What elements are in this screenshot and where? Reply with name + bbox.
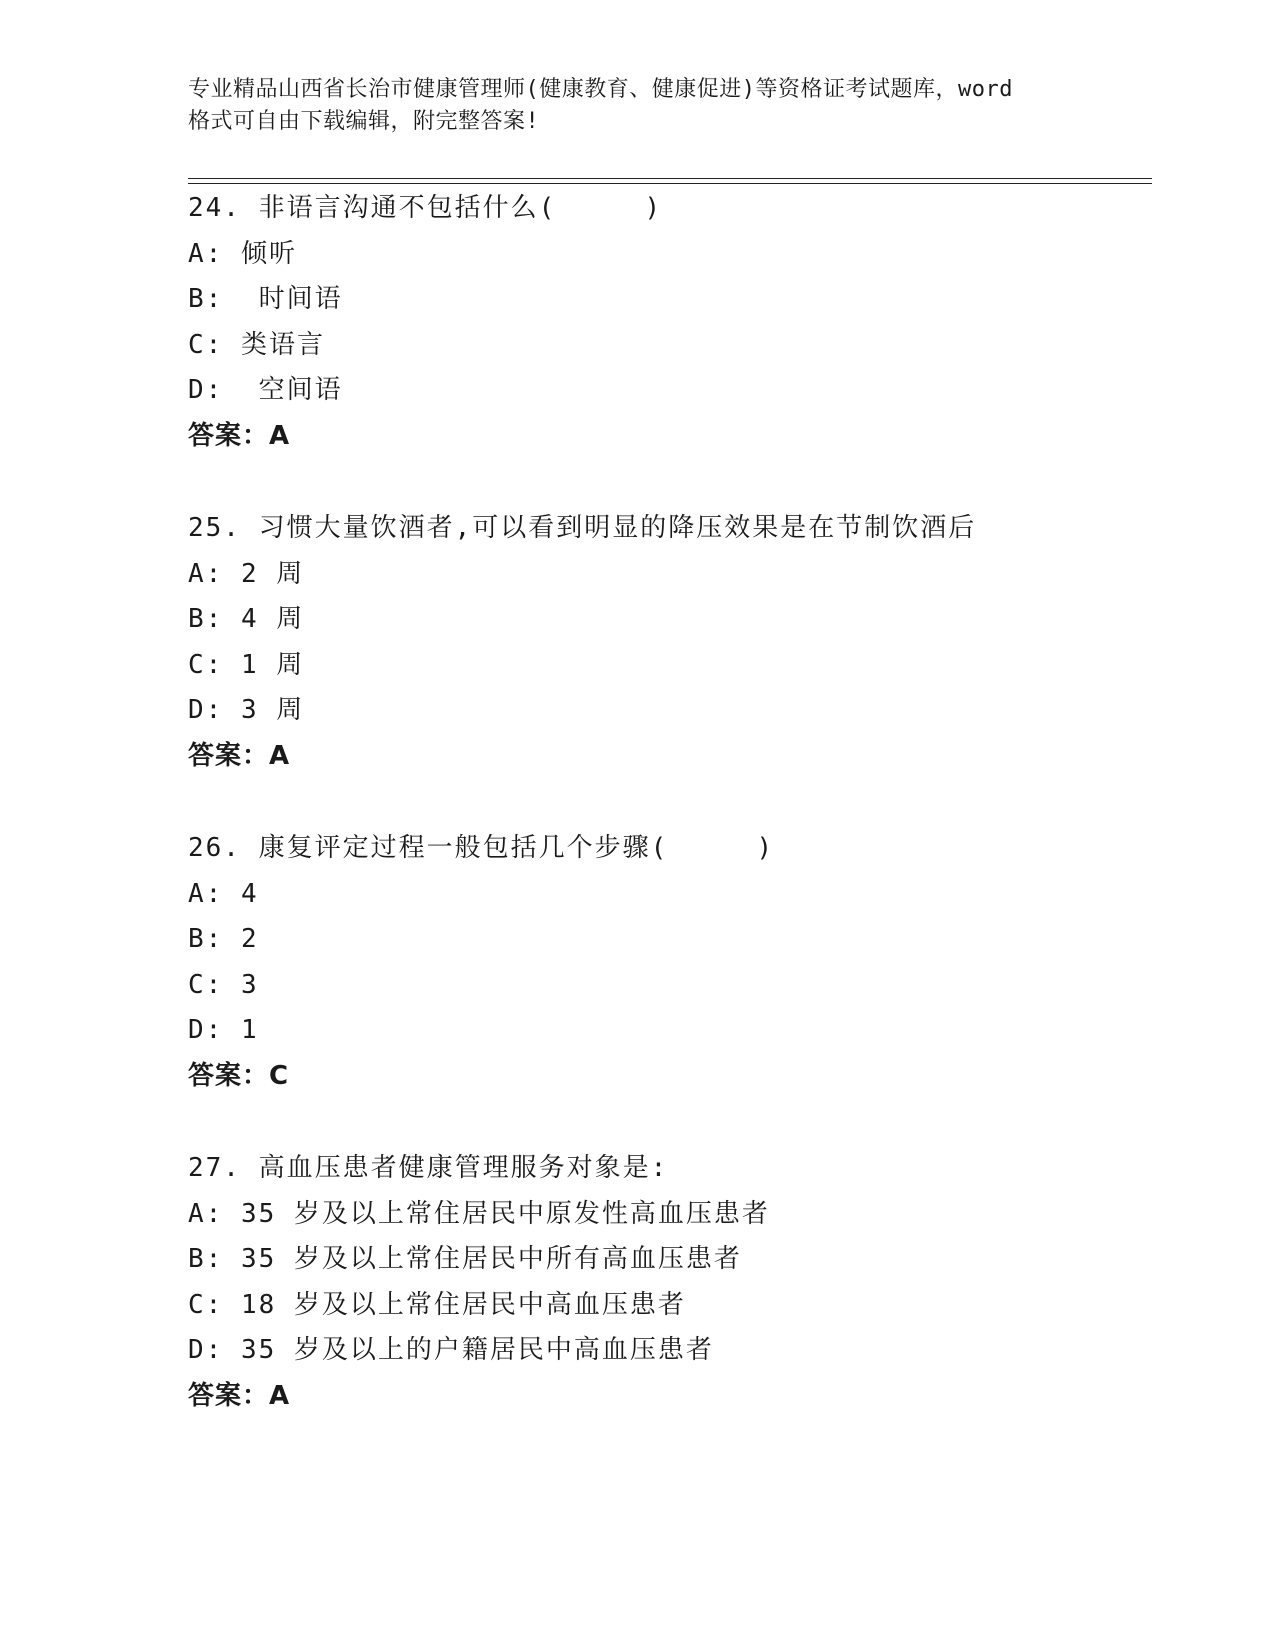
option-d: D: 1 — [188, 1015, 259, 1046]
answer: 答案：C — [188, 1060, 290, 1091]
header-rule-bottom — [188, 183, 1152, 184]
option-a: A: 35 岁及以上常住居民中原发性高血压患者 — [188, 1198, 770, 1229]
answer: 答案：A — [188, 420, 291, 451]
option-c: C: 3 — [188, 969, 259, 1000]
option-d: D: 3 周 — [188, 695, 305, 726]
option-c: C: 18 岁及以上常住居民中高血压患者 — [188, 1289, 686, 1320]
header-rule-top — [188, 178, 1152, 179]
question-27 — [188, 1146, 1148, 1420]
option-b: B: 4 周 — [188, 604, 305, 635]
question-text: 24. 非语言沟通不包括什么( ) — [188, 193, 663, 223]
answer: 答案：A — [188, 1380, 291, 1411]
option-c: C: 1 周 — [188, 649, 305, 680]
option-d: D: 空间语 — [188, 375, 343, 406]
option-a: A: 倾听 — [188, 238, 297, 269]
option-b: B: 35 岁及以上常住居民中所有高血压患者 — [188, 1244, 742, 1275]
question-26 — [188, 826, 1148, 1100]
header-line-2: 格式可自由下载编辑，附完整答案! — [188, 109, 540, 134]
option-d: D: 35 岁及以上的户籍居民中高血压患者 — [188, 1335, 714, 1366]
header-line-1: 专业精品山西省长治市健康管理师(健康教育、健康促进)等资格证考试题库，word — [188, 77, 1013, 102]
option-a: A: 2 周 — [188, 558, 305, 589]
question-text: 26. 康复评定过程一般包括几个步骤( ) — [188, 833, 775, 863]
option-a: A: 4 — [188, 878, 259, 909]
question-text: 25. 习惯大量饮酒者,可以看到明显的降压效果是在节制饮酒后 — [188, 513, 977, 543]
document-header — [188, 74, 1088, 138]
question-24 — [188, 186, 1148, 460]
option-b: B: 2 — [188, 924, 259, 955]
option-b: B: 时间语 — [188, 284, 343, 315]
question-25 — [188, 506, 1148, 780]
answer: 答案：A — [188, 740, 291, 771]
question-text: 27. 高血压患者健康管理服务对象是: — [188, 1153, 669, 1183]
option-c: C: 类语言 — [188, 329, 325, 360]
